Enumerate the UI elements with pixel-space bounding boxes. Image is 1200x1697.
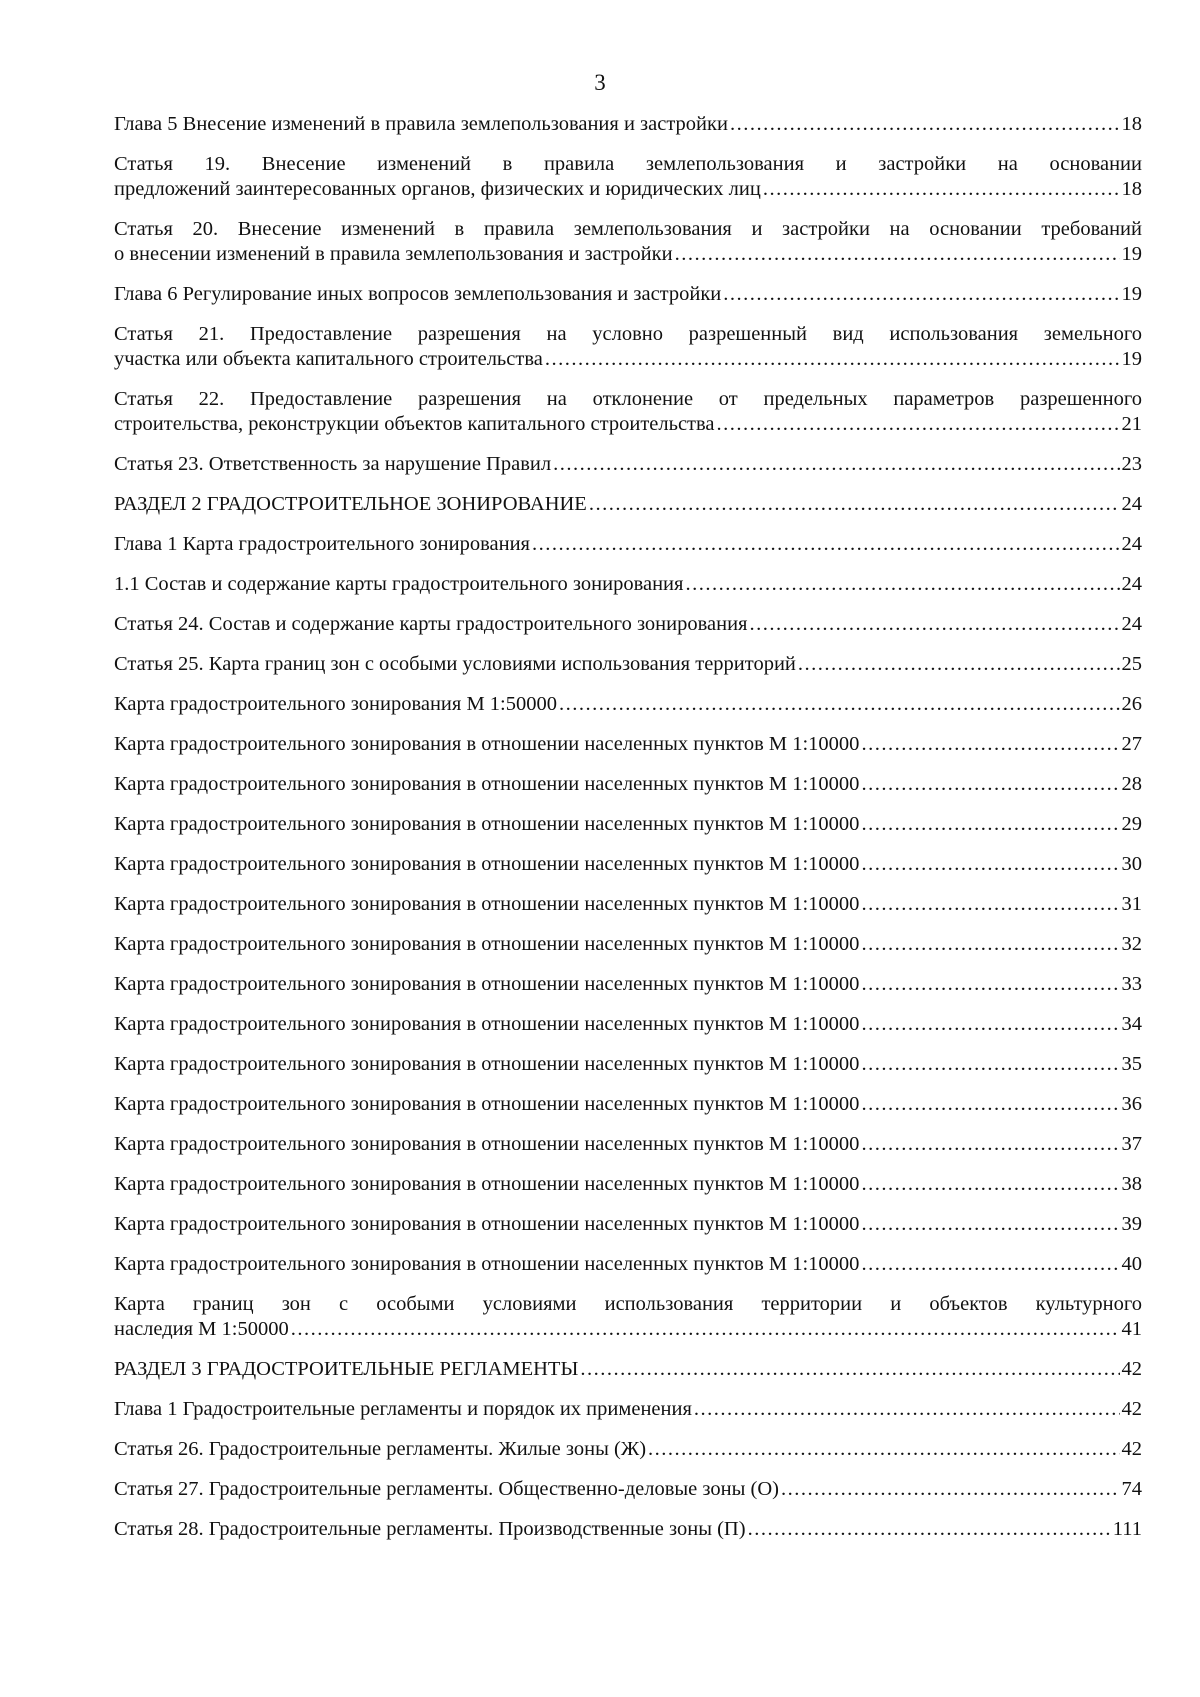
- toc-entry-title: Карта градостроительного зонирования в отношении населенных пунктов М 1:10000: [114, 813, 860, 835]
- toc-entry[interactable]: [114, 932, 1142, 957]
- toc-entry-page: 19: [1121, 348, 1142, 370]
- toc-entry-title: Глава 6 Регулирование иных вопросов землепользования и застройки: [114, 283, 722, 305]
- toc-leader-dots: [589, 492, 1120, 517]
- toc-entry[interactable]: [114, 322, 1142, 372]
- toc-leader-dots: [861, 892, 1119, 917]
- toc-leader-dots: [723, 282, 1119, 307]
- toc-entry[interactable]: [114, 652, 1142, 677]
- toc-entry-page: 24: [1121, 613, 1142, 635]
- toc-entry-page: 38: [1121, 1173, 1142, 1195]
- toc-entry-title: Карта градостроительного зонирования в отношении населенных пунктов М 1:10000: [114, 1253, 860, 1275]
- toc-entry-page: 18: [1121, 113, 1142, 135]
- toc-entry[interactable]: [114, 112, 1142, 137]
- toc-entry-page: 24: [1121, 533, 1142, 555]
- toc-entry-title-line1: Статья 22. Предоставление разрешения на отклонение от предельных параметров разрешенного: [114, 388, 1142, 410]
- toc-entry-page: 36: [1121, 1093, 1142, 1115]
- toc-leader-dots: [648, 1437, 1119, 1462]
- toc-entry[interactable]: [114, 282, 1142, 307]
- toc-entry-page: 33: [1121, 973, 1142, 995]
- toc-entry-page: 23: [1121, 453, 1142, 475]
- toc-entry[interactable]: [114, 152, 1142, 202]
- toc-entry-page: 31: [1121, 893, 1142, 915]
- toc-entry-title: Карта градостроительного зонирования М 1:50000: [114, 693, 557, 715]
- toc-entry[interactable]: [114, 1477, 1142, 1502]
- toc-leader-dots: [694, 1397, 1120, 1422]
- toc-entry-title: Карта градостроительного зонирования в отношении населенных пунктов М 1:10000: [114, 933, 860, 955]
- toc-entry-page: 24: [1121, 493, 1142, 515]
- toc-entry-page: 74: [1121, 1478, 1142, 1500]
- toc-leader-dots: [763, 177, 1120, 202]
- toc-entry[interactable]: [114, 1172, 1142, 1197]
- toc-leader-dots: [291, 1317, 1120, 1342]
- toc-entry[interactable]: [114, 1092, 1142, 1117]
- toc-entry-title-line2: участка или объекта капитального строительства: [114, 348, 543, 370]
- toc-entry-title: Карта градостроительного зонирования в отношении населенных пунктов М 1:10000: [114, 973, 860, 995]
- toc-leader-dots: [861, 1252, 1119, 1277]
- toc-entry-title: Карта градостроительного зонирования в отношении населенных пунктов М 1:10000: [114, 773, 860, 795]
- toc-entry-page: 42: [1121, 1358, 1142, 1380]
- toc-leader-dots: [559, 692, 1120, 717]
- toc-entry-title: Карта градостроительного зонирования в отношении населенных пунктов М 1:10000: [114, 1173, 860, 1195]
- toc-leader-dots: [861, 852, 1119, 877]
- toc-leader-dots: [553, 452, 1119, 477]
- toc-leader-dots: [861, 972, 1119, 997]
- toc-entry[interactable]: [114, 1437, 1142, 1462]
- toc-leader-dots: [748, 1517, 1111, 1542]
- toc-entry-title-line1: Карта границ зон с особыми условиями использования территории и объектов культурного: [114, 1293, 1142, 1315]
- toc-leader-dots: [717, 412, 1120, 437]
- toc-entry-page: 26: [1121, 693, 1142, 715]
- toc-leader-dots: [730, 112, 1120, 137]
- toc-entry[interactable]: [114, 772, 1142, 797]
- toc-entry-title: Карта градостроительного зонирования в отношении населенных пунктов М 1:10000: [114, 893, 860, 915]
- toc-entry-title: Статья 25. Карта границ зон с особыми условиями использования территорий: [114, 653, 796, 675]
- toc-entry-page: 42: [1121, 1438, 1142, 1460]
- toc-entry-title-line2: предложений заинтересованных органов, физических и юридических лиц: [114, 178, 761, 200]
- toc-entry-title: Глава 5 Внесение изменений в правила землепользования и застройки: [114, 113, 728, 135]
- toc-entry-page: 30: [1121, 853, 1142, 875]
- toc-entry[interactable]: [114, 1012, 1142, 1037]
- toc-entry[interactable]: [114, 892, 1142, 917]
- toc-leader-dots: [861, 1172, 1119, 1197]
- toc-entry-page: 19: [1121, 283, 1142, 305]
- toc-entry-page: 41: [1121, 1318, 1142, 1340]
- toc-leader-dots: [861, 732, 1119, 757]
- toc-entry[interactable]: [114, 732, 1142, 757]
- toc-entry-title-line2: наследия М 1:50000: [114, 1318, 289, 1340]
- toc-leader-dots: [685, 572, 1119, 597]
- toc-entry-title: Статья 26. Градостроительные регламенты. Жилые зоны (Ж): [114, 1438, 647, 1460]
- toc-entry-page: 25: [1121, 653, 1142, 675]
- toc-entry[interactable]: [114, 1052, 1142, 1077]
- table-of-contents: [114, 112, 1142, 1557]
- toc-entry[interactable]: [114, 612, 1142, 637]
- page-number: 3: [594, 70, 606, 95]
- toc-entry-page: 29: [1121, 813, 1142, 835]
- toc-entry-page: 40: [1121, 1253, 1142, 1275]
- toc-entry-title: Статья 23. Ответственность за нарушение Правил: [114, 453, 552, 475]
- toc-entry-title: Статья 24. Состав и содержание карты градостроительного зонирования: [114, 613, 748, 635]
- toc-entry[interactable]: [114, 692, 1142, 717]
- toc-leader-dots: [580, 1357, 1119, 1382]
- toc-entry-title: РАЗДЕЛ 3 ГРАДОСТРОИТЕЛЬНЫЕ РЕГЛАМЕНТЫ: [114, 1358, 579, 1380]
- toc-entry-title-line1: Статья 20. Внесение изменений в правила землепользования и застройки на основании требований: [114, 218, 1142, 240]
- toc-entry-page: 42: [1121, 1398, 1142, 1420]
- toc-entry-title-line1: Статья 21. Предоставление разрешения на условно разрешенный вид использования земельного: [114, 323, 1142, 345]
- toc-entry[interactable]: [114, 572, 1142, 597]
- toc-leader-dots: [861, 812, 1119, 837]
- toc-entry-title: Карта градостроительного зонирования в отношении населенных пунктов М 1:10000: [114, 1213, 860, 1235]
- toc-entry-page: 37: [1121, 1133, 1142, 1155]
- toc-entry-page: 27: [1121, 733, 1142, 755]
- toc-entry[interactable]: [114, 387, 1142, 437]
- toc-entry[interactable]: [114, 452, 1142, 477]
- toc-leader-dots: [861, 1132, 1119, 1157]
- toc-leader-dots: [532, 532, 1120, 557]
- toc-leader-dots: [750, 612, 1120, 637]
- toc-entry[interactable]: [114, 972, 1142, 997]
- toc-entry[interactable]: [114, 1517, 1142, 1542]
- toc-leader-dots: [861, 772, 1119, 797]
- toc-entry-page: 35: [1121, 1053, 1142, 1075]
- toc-entry[interactable]: [114, 217, 1142, 267]
- toc-entry-page: 21: [1121, 413, 1142, 435]
- toc-entry-title-line1: Статья 19. Внесение изменений в правила землепользования и застройки на основании: [114, 153, 1142, 175]
- toc-entry[interactable]: [114, 1397, 1142, 1422]
- toc-entry[interactable]: [114, 1357, 1142, 1382]
- toc-entry-title-line2: строительства, реконструкции объектов капитального строительства: [114, 413, 715, 435]
- toc-entry-page: 24: [1121, 573, 1142, 595]
- toc-entry-page: 28: [1121, 773, 1142, 795]
- toc-entry-title: 1.1 Состав и содержание карты градостроительного зонирования: [114, 573, 684, 595]
- toc-entry-title: Статья 28. Градостроительные регламенты. Производственные зоны (П): [114, 1518, 746, 1540]
- toc-entry-title: РАЗДЕЛ 2 ГРАДОСТРОИТЕЛЬНОЕ ЗОНИРОВАНИЕ: [114, 493, 587, 515]
- toc-leader-dots: [861, 1212, 1119, 1237]
- toc-entry-title: Глава 1 Градостроительные регламенты и порядок их применения: [114, 1398, 692, 1420]
- toc-leader-dots: [545, 347, 1120, 372]
- toc-entry[interactable]: [114, 1252, 1142, 1277]
- toc-entry-page: 111: [1112, 1518, 1142, 1540]
- toc-entry-title: Карта градостроительного зонирования в отношении населенных пунктов М 1:10000: [114, 853, 860, 875]
- toc-entry-page: 34: [1121, 1013, 1142, 1035]
- toc-entry[interactable]: [114, 492, 1142, 517]
- toc-entry[interactable]: [114, 532, 1142, 557]
- toc-entry-title: Статья 27. Градостроительные регламенты. Общественно-деловые зоны (О): [114, 1478, 779, 1500]
- toc-leader-dots: [781, 1477, 1120, 1502]
- toc-leader-dots: [861, 1052, 1119, 1077]
- toc-entry-title: Карта градостроительного зонирования в отношении населенных пунктов М 1:10000: [114, 733, 860, 755]
- toc-leader-dots: [675, 242, 1120, 267]
- toc-entry-title: Карта градостроительного зонирования в отношении населенных пунктов М 1:10000: [114, 1093, 860, 1115]
- toc-entry-title: Карта градостроительного зонирования в отношении населенных пунктов М 1:10000: [114, 1053, 860, 1075]
- toc-entry[interactable]: [114, 852, 1142, 877]
- toc-entry[interactable]: [114, 1292, 1142, 1342]
- toc-entry-page: 18: [1121, 178, 1142, 200]
- toc-entry-page: 39: [1121, 1213, 1142, 1235]
- toc-entry-page: 32: [1121, 933, 1142, 955]
- toc-leader-dots: [861, 1092, 1119, 1117]
- toc-entry-page: 19: [1121, 243, 1142, 265]
- toc-leader-dots: [861, 1012, 1119, 1037]
- toc-leader-dots: [861, 932, 1119, 957]
- toc-entry[interactable]: [114, 812, 1142, 837]
- toc-entry[interactable]: [114, 1212, 1142, 1237]
- toc-entry-title-line2: о внесении изменений в правила землепользования и застройки: [114, 243, 673, 265]
- toc-entry[interactable]: [114, 1132, 1142, 1157]
- toc-leader-dots: [798, 652, 1120, 677]
- toc-entry-title: Карта градостроительного зонирования в отношении населенных пунктов М 1:10000: [114, 1133, 860, 1155]
- toc-entry-title: Глава 1 Карта градостроительного зонирования: [114, 533, 530, 555]
- toc-entry-title: Карта градостроительного зонирования в отношении населенных пунктов М 1:10000: [114, 1013, 860, 1035]
